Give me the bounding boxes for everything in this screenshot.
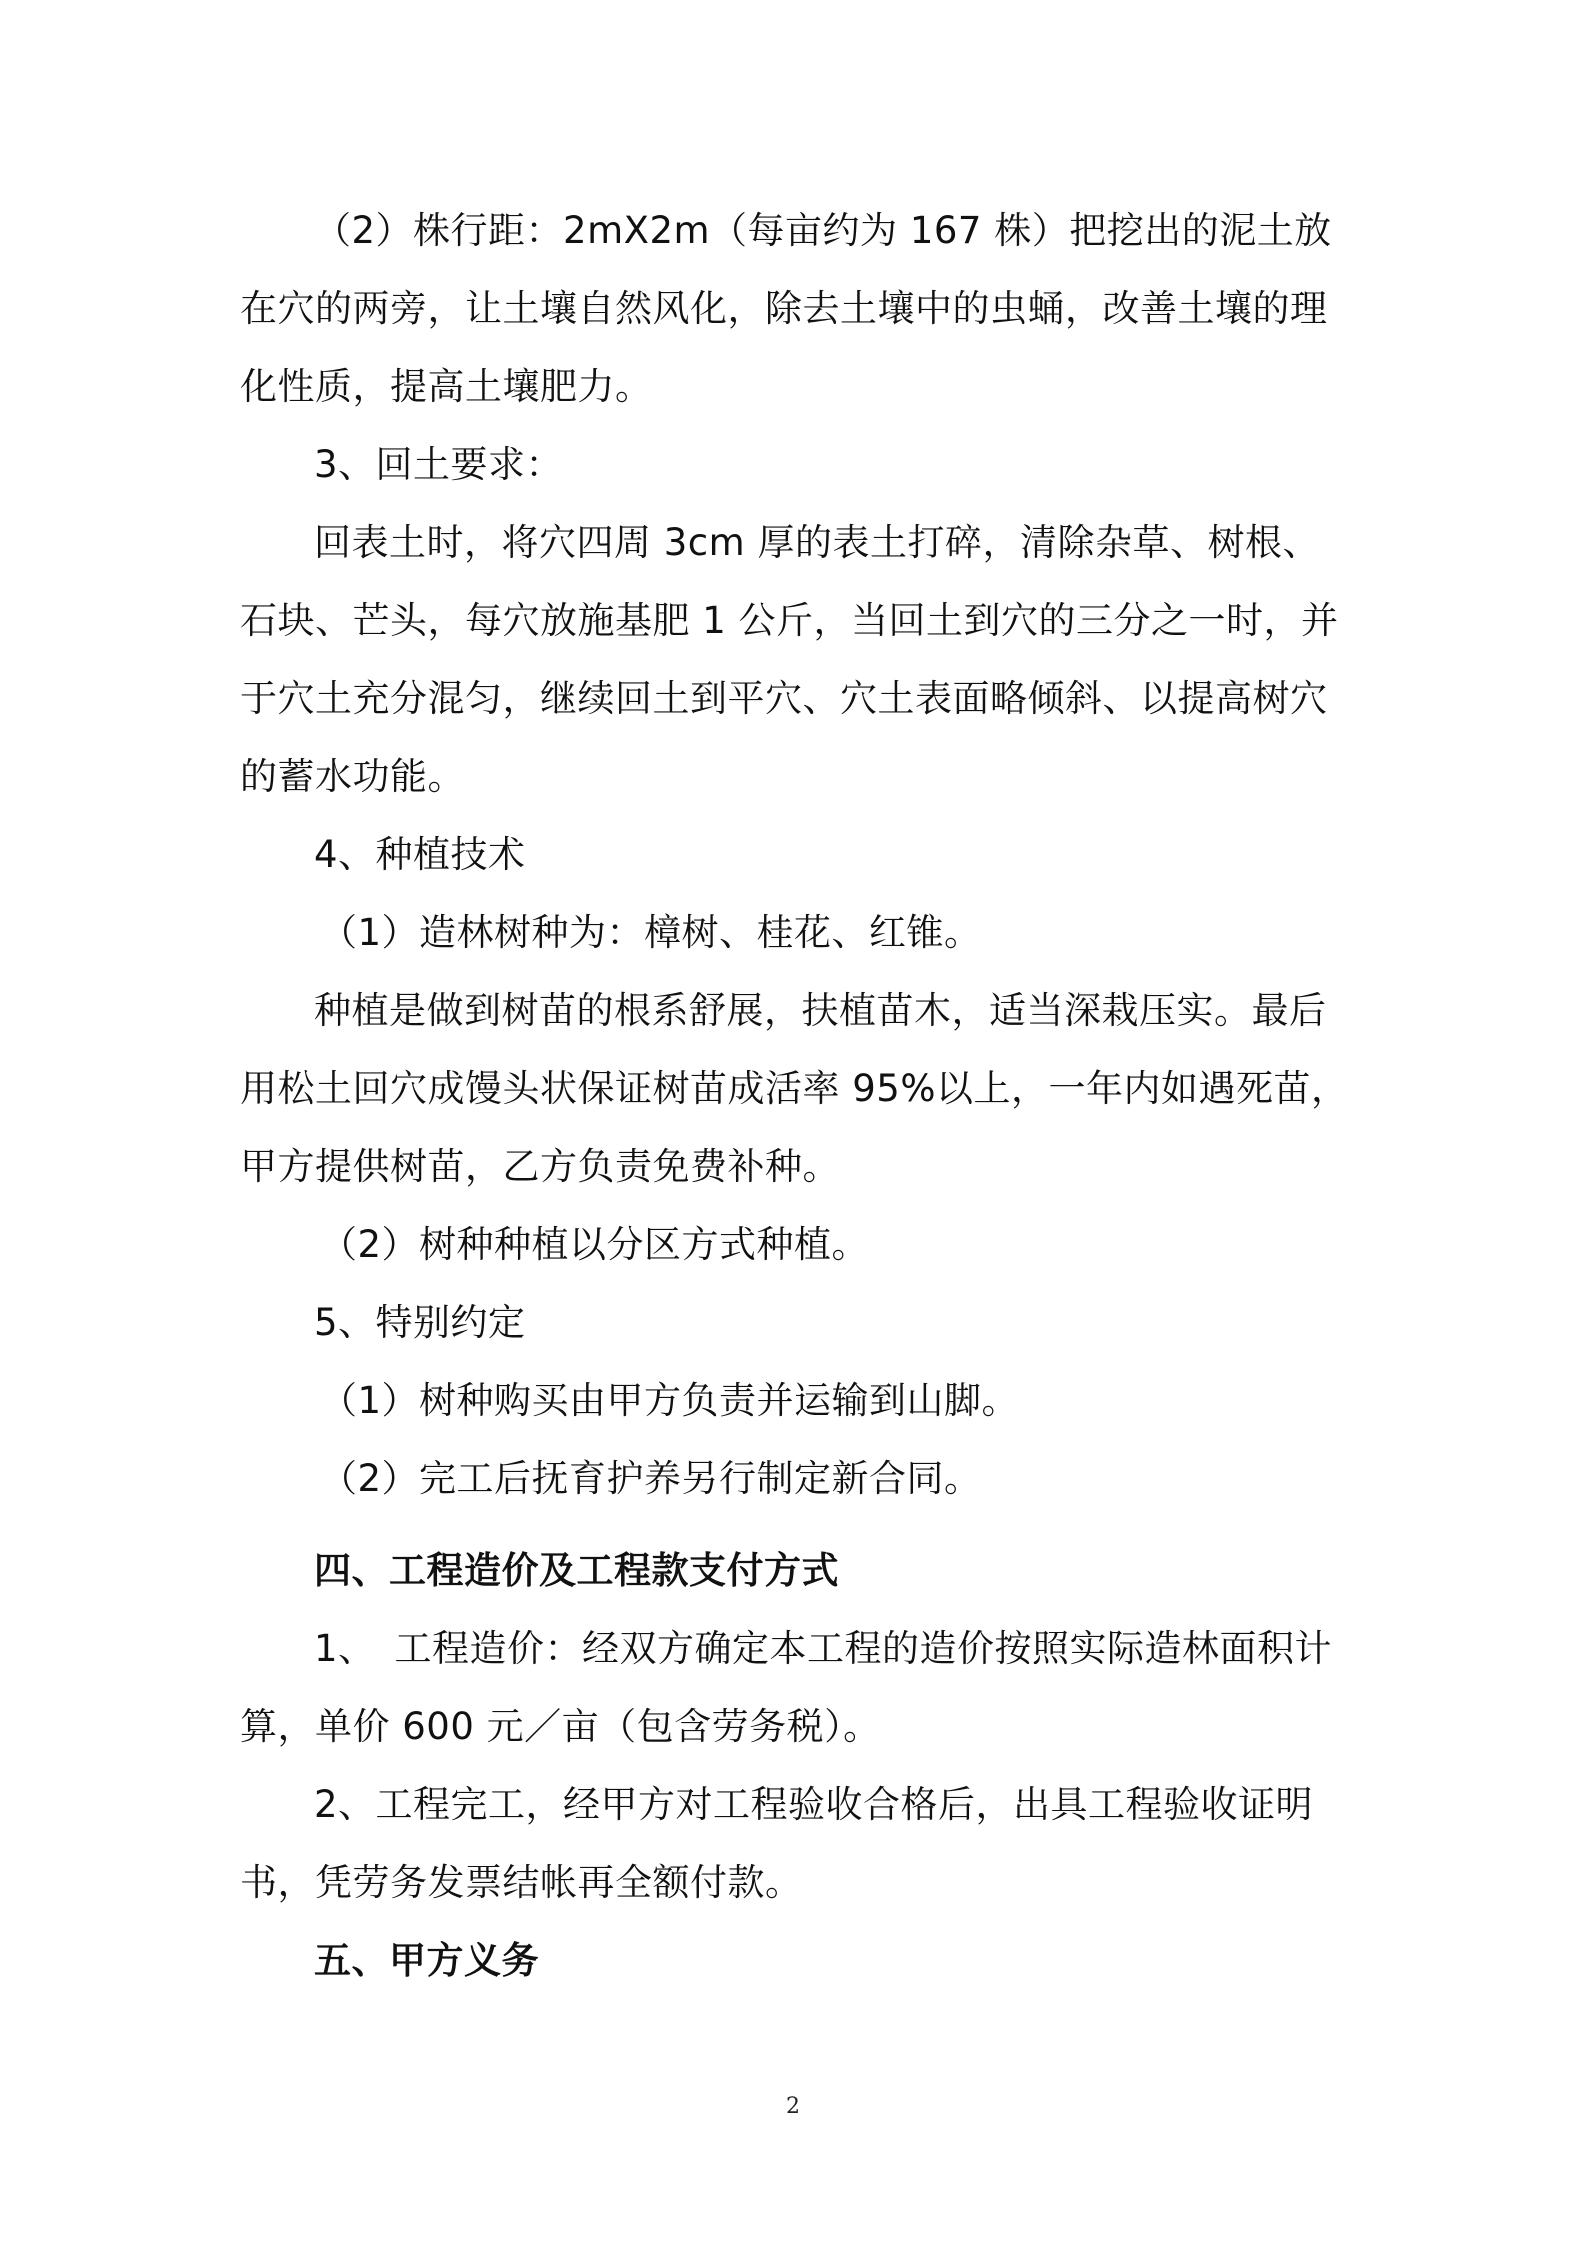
heading-backfill-requirements: 3、回土要求：	[314, 443, 564, 486]
heading-special-agreement: 5、特别约定	[314, 1301, 526, 1344]
paragraph-zone-planting: （2）树种种植以分区方式种植。	[320, 1223, 870, 1266]
section-heading-cost-payment: 四、工程造价及工程款支付方式	[314, 1549, 839, 1592]
page-number: 2	[786, 2094, 800, 2119]
paragraph-tree-species: （1）造林树种为：樟树、桂花、红锥。	[320, 911, 982, 954]
paragraph-completion-payment: 2、工程完工，经甲方对工程验收合格后，出具工程验收证明书，凭劳务发票结帐再全额付款。	[240, 1783, 1314, 1904]
section-heading-party-a-obligations: 五、甲方义务	[314, 1939, 539, 1982]
paragraph-after-completion: （2）完工后抚育护养另行制定新合同。	[320, 1457, 982, 1500]
paragraph-backfill-details: 回表土时，将穴四周 3cm 厚的表土打碎，清除杂草、树根、石块、芒头，每穴放施基肥 1 公斤，当回土到穴的三分之一时，并于穴土充分混匀，继续回土到平穴、穴土表面略倾斜、以提高树穴的蓄水功能。	[240, 521, 1339, 798]
paragraph-planting-spacing: （2）株行距：2mX2m（每亩约为 167 株）把挖出的泥土放在穴的两旁，让土壤自然风化，除去土壤中的虫蛹，改善土壤的理化性质，提高土壤肥力。	[240, 209, 1332, 408]
heading-planting-technique: 4、种植技术	[314, 833, 526, 876]
paragraph-seedling-purchase: （1）树种购买由甲方负责并运输到山脚。	[320, 1379, 1020, 1422]
paragraph-project-cost: 1、 工程造价：经双方确定本工程的造价按照实际造林面积计算，单价 600 元／亩（包含劳务税）。	[240, 1627, 1333, 1748]
paragraph-planting-method: 种植是做到树苗的根系舒展，扶植苗木，适当深栽压实。最后用松土回穴成馒头状保证树苗成活率 95%以上，一年内如遇死苗，甲方提供树苗，乙方负责免费补种。	[240, 989, 1349, 1188]
